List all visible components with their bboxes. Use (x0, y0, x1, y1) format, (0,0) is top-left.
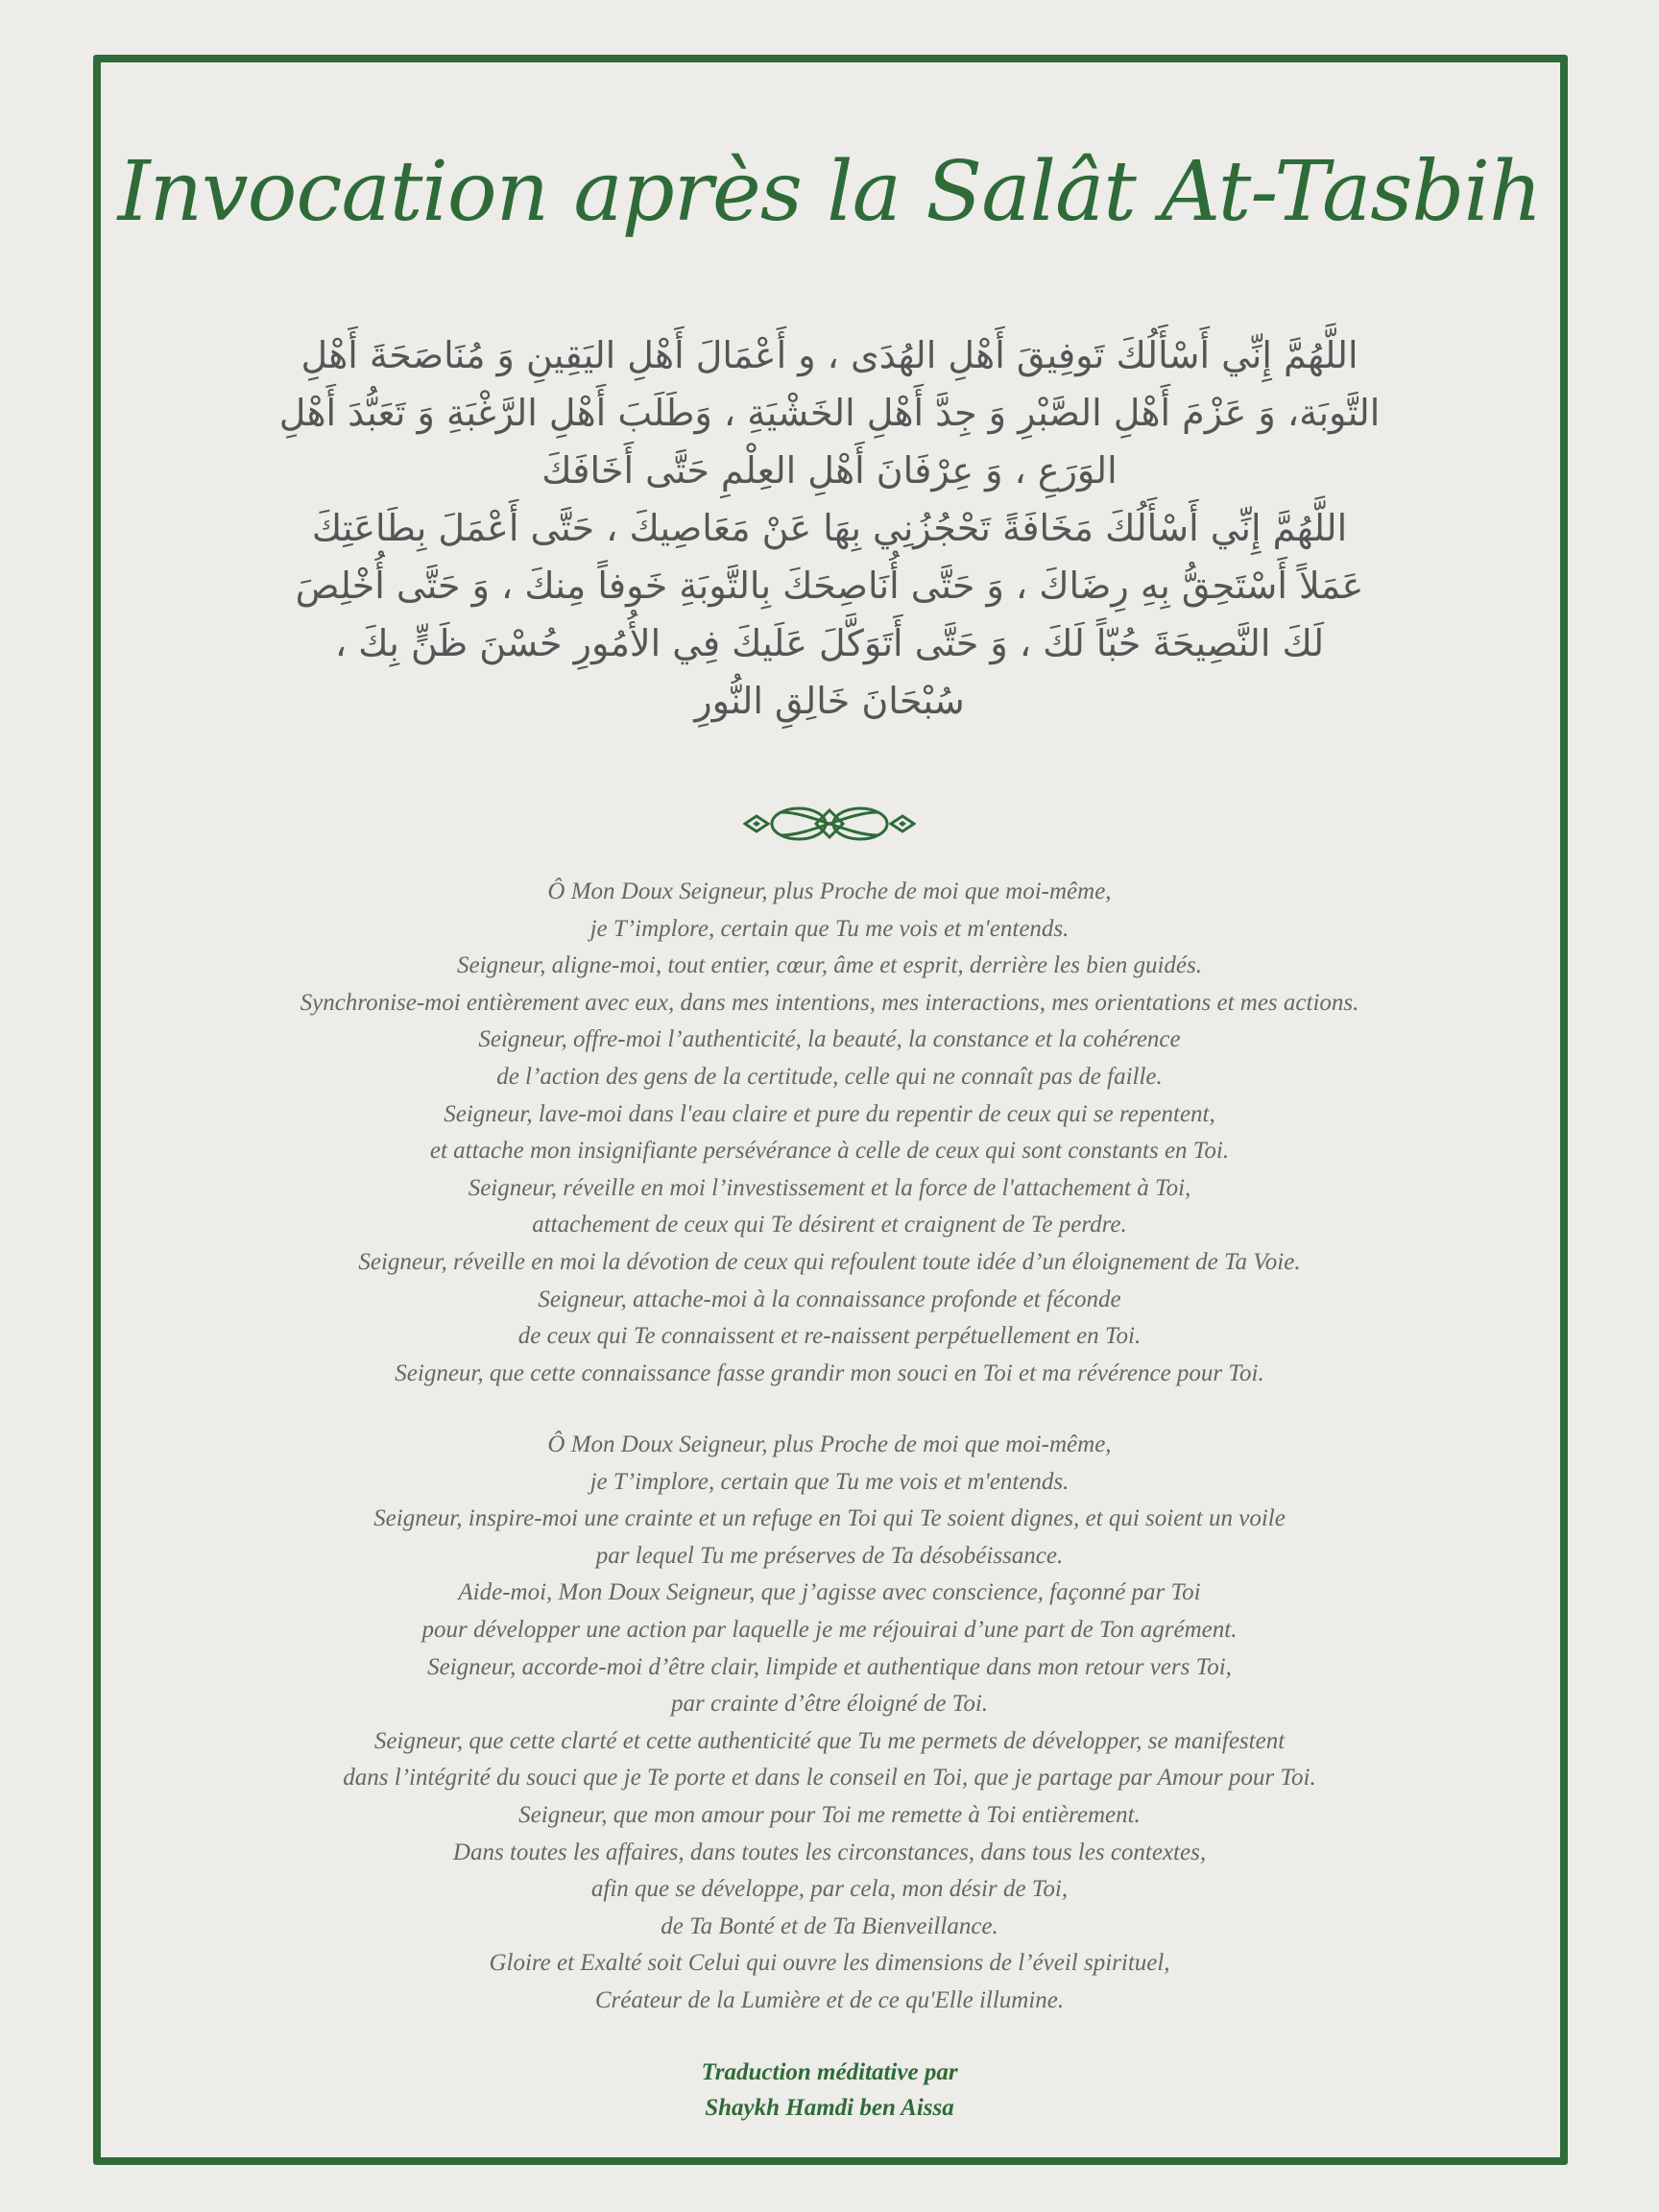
arabic-line: اللَّهُمَّ إِنِّي أَسْأَلُكَ مَخَافَةً تَحْجُزُنِي بِهَا عَنْ مَعَاصِيكَ ، حَتَّى أَعْمَلَ بِطَاعَتِكَ (311, 507, 1348, 549)
french-line: attachement de ceux qui Te désirent et craignent de Te perdre. (532, 1212, 1127, 1238)
celtic-knot-divider-icon (743, 805, 916, 843)
french-line: je T’implore, certain que Tu me vois et m'entends. (589, 915, 1070, 942)
french-line: Dans toutes les affaires, dans toutes les circonstances, dans tous les contextes, (452, 1839, 1207, 1865)
french-line: pour développer une action par laquelle je me réjouirai d’une part de Ton agrément. (421, 1616, 1238, 1643)
french-line: je T’implore, certain que Tu me vois et m'entends. (589, 1468, 1070, 1495)
french-line: et attache mon insignifiante persévérance à celle de ceux qui sont constants en Toi. (429, 1138, 1230, 1165)
french-line: Créateur de la Lumière et de ce qu'Elle illumine. (594, 1986, 1065, 2013)
french-line: Seigneur, que cette connaissance fasse grandir mon souci en Toi et ma révérence pour Toi. (395, 1359, 1264, 1386)
french-line: Synchronise-moi entièrement avec eux, dans mes intentions, mes interactions, mes orientations et mes actions. (300, 989, 1359, 1016)
french-line: de l’action des gens de la certitude, celle qui ne connaît pas de faille. (496, 1063, 1163, 1090)
french-line: Seigneur, que mon amour pour Toi me remette à Toi entièrement. (518, 1801, 1141, 1828)
translation-credit (0, 2055, 1659, 2126)
french-line: Seigneur, aligne-moi, tout entier, cœur, âme et esprit, derrière les bien guidés. (456, 952, 1203, 979)
french-line: Seigneur, lave-moi dans l'eau claire et pure du repentir de ceux qui se repentent, (444, 1100, 1215, 1127)
arabic-line: لَكَ النَّصِيحَةَ حُبّاً لَكَ ، وَ حَتَّى أَتَوَكَّلَ عَلَيكَ فِي الأُمُورِ حُسْنَ ظَنٍّ بِكَ ، (334, 622, 1325, 664)
french-line: Ô Mon Doux Seigneur, plus Proche de moi que moi-même, (547, 1431, 1112, 1457)
french-line: Seigneur, réveille en moi la dévotion de ceux qui refoulent toute idée d’un éloignement de Ta Voie. (358, 1248, 1301, 1275)
french-translation-part-1 (0, 874, 1659, 1392)
arabic-line: اللَّهُمَّ إِنِّي أَسْأَلُكَ تَوفِيقَ أَهْلِ الهُدَى ، و أَعْمَالَ أَهْلِ اليَقِينِ وَ مُنَاصَحَةَ أَهْلِ (301, 334, 1358, 376)
arabic-line: الوَرَعِ ، وَ عِرْفَانَ أَهْلِ العِلْمِ حَتَّى أَخَافَكَ (541, 449, 1118, 492)
credit-line-1: Traduction méditative par (701, 2059, 958, 2085)
french-line: Aide-moi, Mon Doux Seigneur, que j’agisse avec conscience, façonné par Toi (458, 1579, 1201, 1606)
french-line: dans l’intégrité du souci que je Te porte et dans le conseil en Toi, que je partage par Amour pour Toi. (343, 1765, 1316, 1791)
french-line: Gloire et Exalté soit Celui qui ouvre les dimensions de l’éveil spirituel, (489, 1950, 1170, 1977)
credit-author: Shaykh Hamdi ben Aissa (705, 2095, 954, 2121)
french-line: de ceux qui Te connaissent et re-naissent perpétuellement en Toi. (517, 1323, 1142, 1350)
french-translation-part-2 (0, 1427, 1659, 2020)
french-line: Seigneur, que cette clarté et cette authenticité que Tu me permets de développer, se manifestent (373, 1727, 1286, 1754)
arabic-line: سُبْحَانَ خَالِقِ النُّورِ (694, 680, 965, 722)
french-line: Ô Mon Doux Seigneur, plus Proche de moi que moi-même, (547, 878, 1112, 904)
arabic-line: التَّوبَة، وَ عَزْمَ أَهْلِ الصَّبْرِ وَ جِدَّ أَهْلِ الخَشْيَةِ ، وَطَلَبَ أَهْلِ الرَّغْبَةِ وَ تَعَبُّدَ أَهْلِ (278, 392, 1381, 434)
french-line: Seigneur, accorde-moi d’être clair, limpide et authentique dans mon retour vers Toi, (427, 1653, 1232, 1680)
arabic-invocation (192, 326, 1467, 730)
french-line: Seigneur, réveille en moi l’investissement et la force de l'attachement à Toi, (468, 1174, 1191, 1201)
page-title: Invocation après la Salât At-Tasbih (117, 144, 1542, 240)
french-line: Seigneur, inspire-moi une crainte et un refuge en Toi qui Te soient dignes, et qui soient un voile (373, 1505, 1286, 1532)
french-line: de Ta Bonté et de Ta Bienveillance. (661, 1912, 998, 1939)
french-line: Seigneur, attache-moi à la connaissance profonde et féconde (538, 1286, 1121, 1312)
french-line: Seigneur, offre-moi l’authenticité, la beauté, la constance et la cohérence (478, 1026, 1181, 1053)
french-line: par lequel Tu me préserves de Ta désobéissance. (595, 1542, 1064, 1569)
french-line: par crainte d’être éloigné de Toi. (670, 1691, 989, 1718)
arabic-line: عَمَلاً أَسْتَحِقُّ بِهِ رِضَاكَ ، وَ حَتَّى أُنَاصِحَكَ بِالتَّوبَةِ خَوفاً مِنكَ ، وَ حَتَّى أُخْلِصَ (295, 565, 1364, 607)
french-line: afin que se développe, par cela, mon désir de Toi, (590, 1876, 1069, 1903)
